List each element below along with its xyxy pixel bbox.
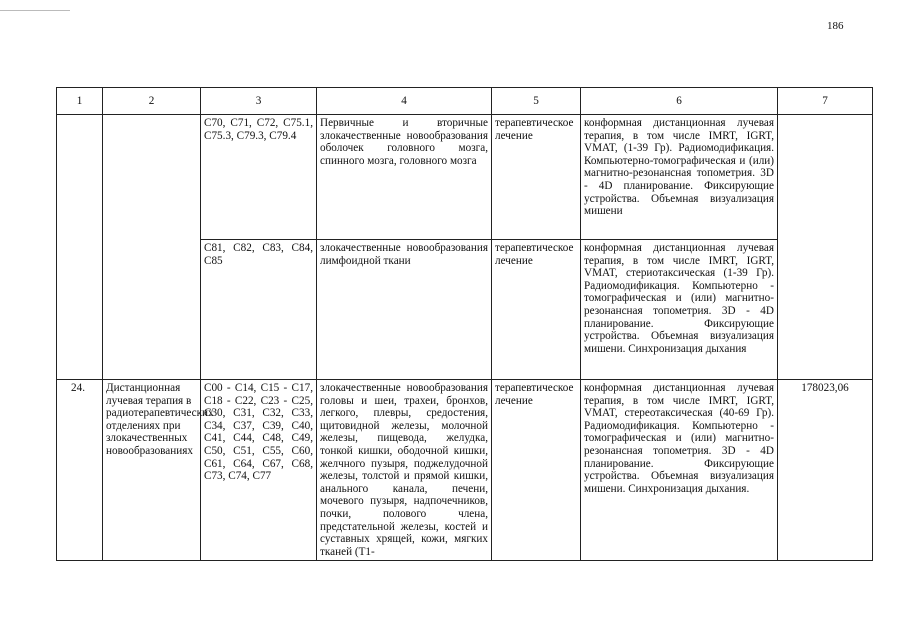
page-number: 186 xyxy=(827,20,844,32)
column-header-2: 2 xyxy=(103,88,201,115)
condition-cell: Первичные и вторичные злокачественные новообразования оболочек головного мозга, спинного мозга, головного мозга xyxy=(317,115,492,240)
column-header-1: 1 xyxy=(57,88,103,115)
icd-codes-cell: C70, C71, C72, C75.1, C75.3, C79.3, C79.4 xyxy=(201,115,317,240)
condition-cell: злокачественные новообразования головы и шеи, трахеи, бронхов, легкого, плевры, средостения, щитовидной железы, молочной железы, пищевода, желудка, тонкой кишки, ободочной кишки, желчного пузыря, поджелудочной железы, толстой и прямой кишки, анального канала, печени, мочевого пузыря, надпочечников, почки, полового члена, предстательной железы, костей и суставных хрящей, кожи, мягких тканей (T1- xyxy=(317,380,492,561)
column-header-6: 6 xyxy=(581,88,778,115)
condition-cell: злокачественные новообразования лимфоидной ткани xyxy=(317,240,492,380)
treatment-method-cell: конформная дистанционная лучевая терапия, в том числе IMRT, IGRT, VMAT, стереотаксическая (40-69 Гр). Радиомодификация. Компьютерно - томографическая и (или) магнитно-резонансная топометрия. 3D - 4D планирование. Фиксирующие устройства. Объемная визуализация мишени. Синхронизация дыхания. xyxy=(581,380,778,561)
service-name-cell: Дистанционная лучевая терапия в радиотерапевтических отделениях при злокачественных новообразованиях xyxy=(103,380,201,561)
icd-codes-cell: C00 - C14, C15 - C17, C18 - C22, C23 - C25, C30, C31, C32, C33, C34, C37, C39, C40, C41, C44, C48, C49, C50, C51, C55, C60, C61, C64, C67, C68, C73, C74, C77 xyxy=(201,380,317,561)
cost-cell xyxy=(778,115,873,380)
treatment-type-cell: терапевтическое лечение xyxy=(492,115,581,240)
medical-services-table xyxy=(56,87,873,561)
treatment-method-cell: конформная дистанционная лучевая терапия, в том числе IMRT, IGRT, VMAT, стериотаксическая (1-39 Гр). Радиомодификация. Компьютерно - томографическая и (или) магнитно-резонансная топометрия. 3D - 4D планирование. Фиксирующие устройства. Объемная визуализация мишени. Синхронизация дыхания xyxy=(581,240,778,380)
column-header-5: 5 xyxy=(492,88,581,115)
column-number-row xyxy=(57,88,873,115)
cost-cell: 178023,06 xyxy=(778,380,873,561)
table-row xyxy=(57,380,873,561)
icd-codes-cell: C81, C82, C83, C84, C85 xyxy=(201,240,317,380)
service-name-cell xyxy=(103,115,201,380)
column-header-3: 3 xyxy=(201,88,317,115)
treatment-method-cell: конформная дистанционная лучевая терапия, в том числе IMRT, IGRT, VMAT, (1-39 Гр). Радиомодификация. Компьютерно-томографическая и (или) магнитно-резонансная топометрия. 3D - 4D планирование. Фиксирующие устройства. Объемная визуализация мишени xyxy=(581,115,778,240)
top-rule xyxy=(0,10,70,11)
column-header-4: 4 xyxy=(317,88,492,115)
treatment-type-cell: терапевтическое лечение xyxy=(492,380,581,561)
row-number-cell: 24. xyxy=(57,380,103,561)
column-header-7: 7 xyxy=(778,88,873,115)
row-number-cell xyxy=(57,115,103,380)
treatment-type-cell: терапевтическое лечение xyxy=(492,240,581,380)
table-row xyxy=(57,115,873,240)
